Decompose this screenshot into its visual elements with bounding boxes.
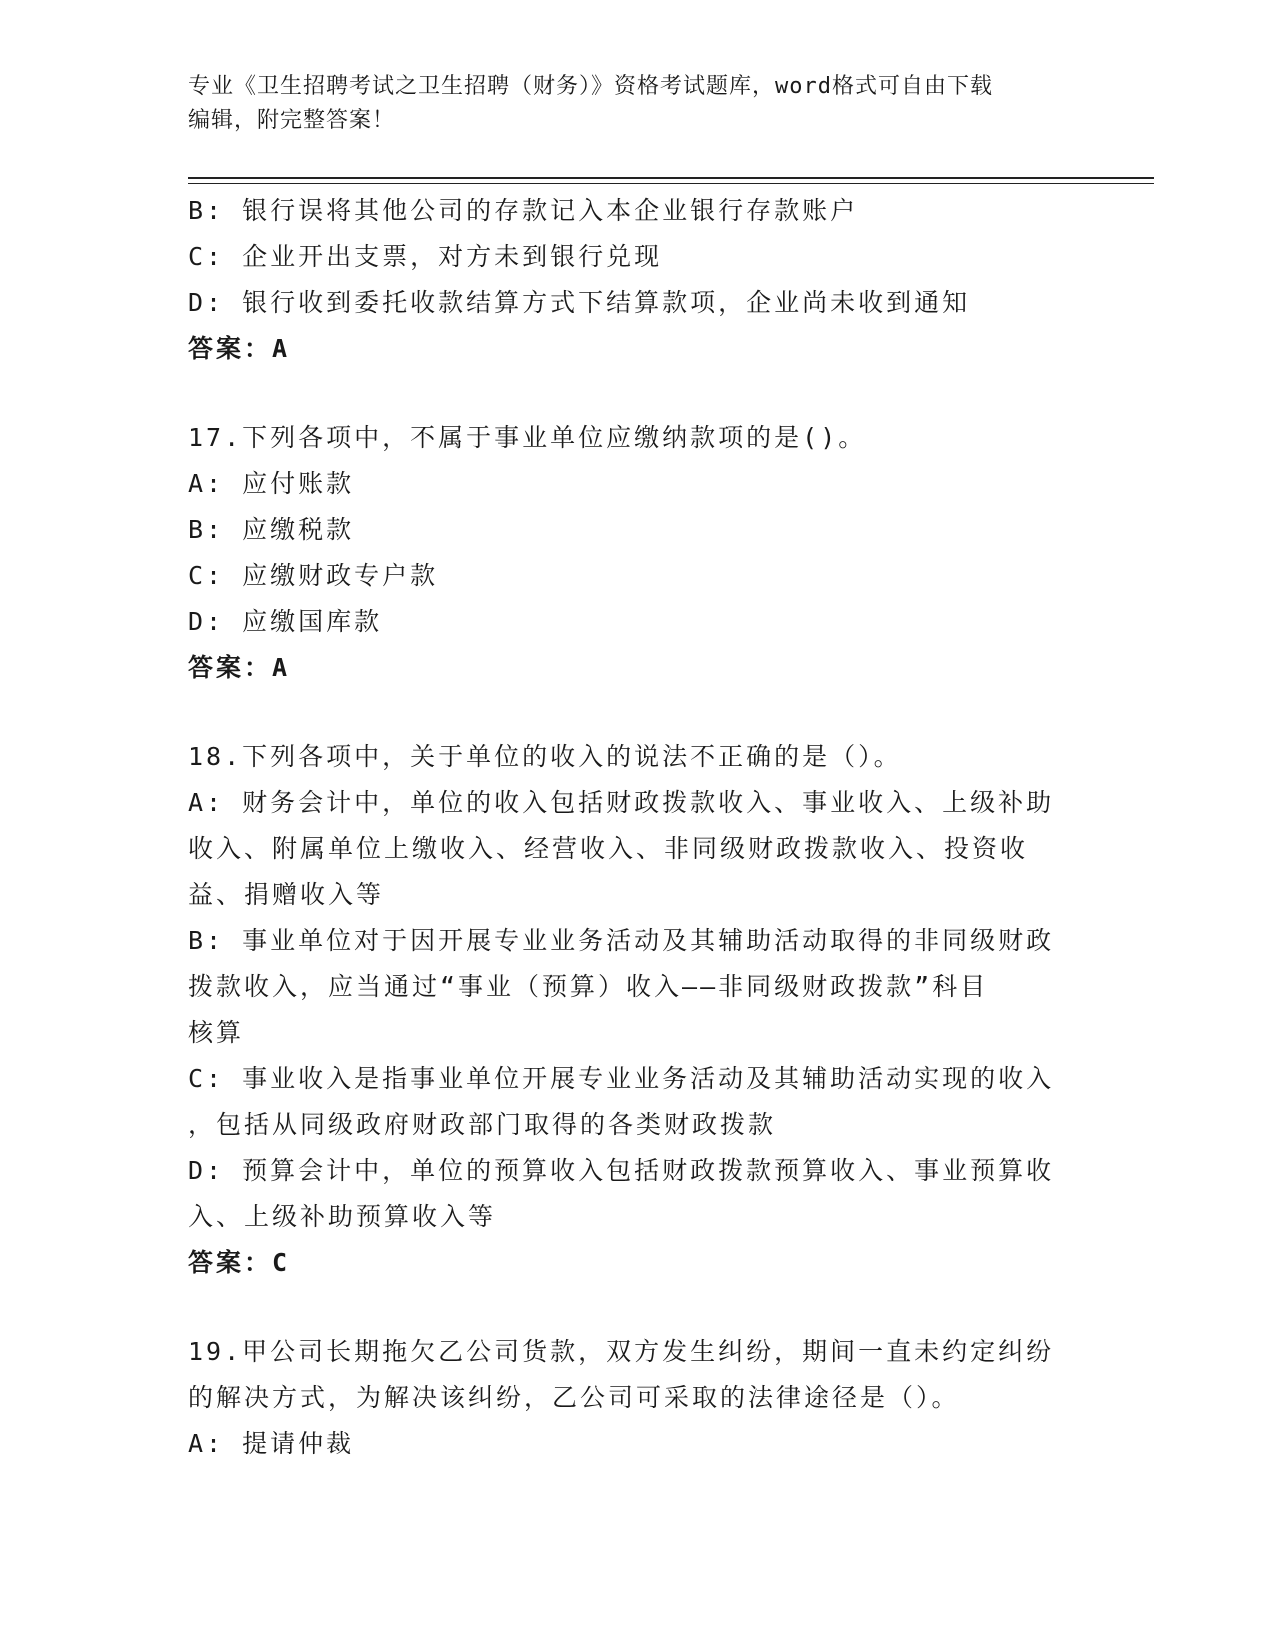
q16-option-b: B: 银行误将其他公司的存款记入本企业银行存款账户 (188, 196, 859, 225)
question-list (188, 188, 1088, 1467)
q18-option-a-line-2: 收入、附属单位上缴收入、经营收入、非同级财政拨款收入、投资收 (188, 834, 1029, 863)
header-rule-thin (188, 183, 1154, 184)
spacer (188, 691, 1088, 734)
q19-question-line-2: 的解决方式，为解决该纠纷，乙公司可采取的法律途径是（）。 (188, 1383, 960, 1412)
q18-option-d-line-2: 入、上级补助预算收入等 (188, 1202, 497, 1231)
question-16-fragment (188, 188, 1088, 372)
q18-option-b-line-3: 核算 (188, 1018, 245, 1047)
q19-option-a: A: 提请仲裁 (188, 1429, 355, 1458)
q17-answer: 答案：A (188, 653, 291, 682)
q18-option-a-line-1: A: 财务会计中，单位的收入包括财政拨款收入、事业收入、上级补助 (188, 788, 1055, 817)
page-header (188, 70, 1068, 138)
q16-option-d: D: 银行收到委托收款结算方式下结算款项，企业尚未收到通知 (188, 288, 971, 317)
header-line-1: 专业《卫生招聘考试之卫生招聘（财务）》资格考试题库，word格式可自由下载 (188, 74, 993, 99)
q16-option-c: C: 企业开出支票，对方未到银行兑现 (188, 242, 663, 271)
q19-question-line-1: 19.甲公司长期拖欠乙公司货款，双方发生纠纷，期间一直未约定纠纷 (188, 1337, 1055, 1366)
q17-option-d: D: 应缴国库款 (188, 607, 383, 636)
question-19 (188, 1329, 1088, 1467)
q18-option-a-line-3: 益、捐赠收入等 (188, 880, 385, 909)
header-rule-thick (188, 177, 1154, 179)
q18-option-c-line-1: C: 事业收入是指事业单位开展专业业务活动及其辅助活动实现的收入 (188, 1064, 1055, 1093)
q16-answer: 答案：A (188, 334, 291, 363)
q18-question: 18.下列各项中，关于单位的收入的说法不正确的是（）。 (188, 742, 902, 771)
q17-question: 17.下列各项中，不属于事业单位应缴纳款项的是()。 (188, 423, 867, 452)
q17-option-b: B: 应缴税款 (188, 515, 355, 544)
q18-answer: 答案：C (188, 1248, 291, 1277)
header-line-2: 编辑，附完整答案！ (188, 108, 396, 133)
q18-option-d-line-1: D: 预算会计中，单位的预算收入包括财政拨款预算收入、事业预算收 (188, 1156, 1055, 1185)
question-17 (188, 415, 1088, 691)
q17-option-a: A: 应付账款 (188, 469, 355, 498)
q18-option-b-line-2: 拨款收入，应当通过“事业（预算）收入——非同级财政拨款”科目 (188, 972, 989, 1001)
spacer (188, 372, 1088, 415)
question-18 (188, 734, 1088, 1286)
q17-option-c: C: 应缴财政专户款 (188, 561, 439, 590)
spacer (188, 1286, 1088, 1329)
q18-option-b-line-1: B: 事业单位对于因开展专业业务活动及其辅助活动取得的非同级财政 (188, 926, 1055, 955)
q18-option-c-line-2: ，包括从同级政府财政部门取得的各类财政拨款 (188, 1110, 777, 1139)
